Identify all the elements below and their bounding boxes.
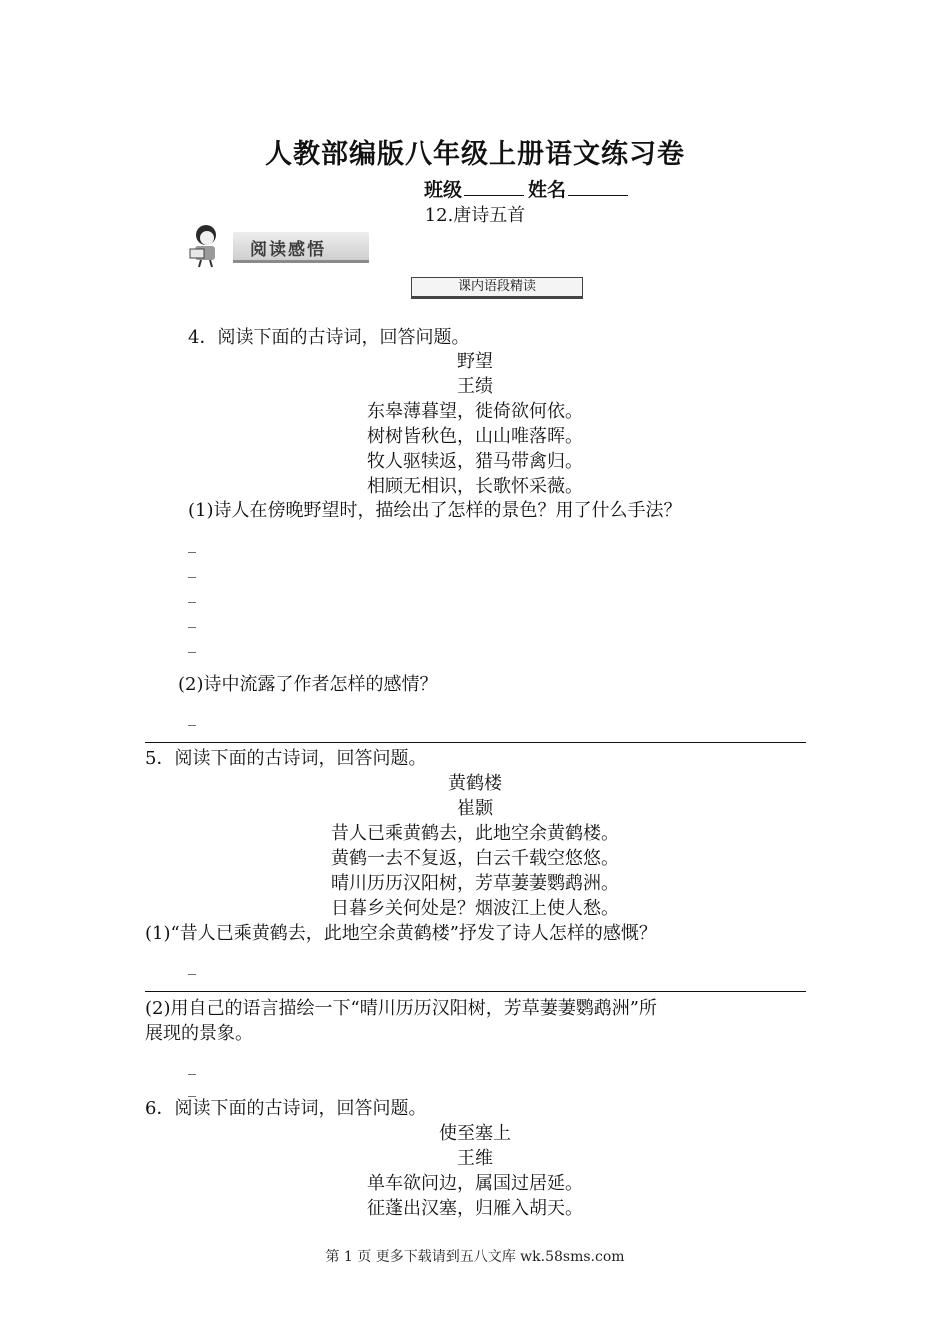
class-blank[interactable] [464,179,524,196]
q6-author: 王维 [457,1148,493,1169]
page-footer: 第 1 页 更多下载请到五八文库 wk.58sms.com [325,1249,625,1265]
q5-sub2-cont: 展现的景象。 [145,1023,253,1044]
student-reading-icon [186,222,226,268]
q5-sub2: (2)用自己的语言描绘一下“晴川历历汉阳树，芳草萋萋鹦鹉洲”所 [145,998,657,1019]
answer-line[interactable]: _ [188,559,196,578]
q4-poem-line: 牧人驱犊返，猎马带禽归。 [367,451,583,472]
q5-poem-title: 黄鹤楼 [448,773,502,794]
q4-sub2: (2)诗中流露了作者怎样的感情？ [178,674,438,695]
answer-line[interactable]: _ [188,1056,196,1075]
q6-poem-title: 使至塞上 [439,1123,511,1144]
q4-author: 王绩 [457,376,493,397]
name-blank[interactable] [568,179,628,196]
class-label: 班级 [424,179,463,201]
answer-line[interactable]: _ [188,956,196,975]
subsection-banner: 课内语段精读 [411,277,583,299]
q4-poem-title: 野望 [457,351,493,372]
q4-poem-line: 东皋薄暮望，徙倚欲何依。 [367,401,583,422]
lesson-title: 12.唐诗五首 [424,205,526,226]
q5-author: 崔颢 [457,798,493,819]
section-banner-label: 阅读感悟 [250,240,326,260]
answer-line[interactable]: _ [188,609,196,628]
q5-sub1: (1)“昔人已乘黄鹤去，此地空余黄鹤楼”抒发了诗人怎样的感慨？ [145,923,657,944]
divider [145,991,806,992]
q4-poem-line: 相顾无相识，长歌怀采薇。 [367,476,583,497]
name-label: 姓名 [528,179,567,201]
q4-poem-line: 树树皆秋色，山山唯落晖。 [367,426,583,447]
page-title: 人教部编版八年级上册语文练习卷 [265,139,685,170]
answer-line[interactable]: _ [188,634,196,653]
answer-line[interactable]: _ [188,534,196,553]
answer-line[interactable]: _ [188,1078,196,1097]
answer-line[interactable]: _ [188,707,196,726]
class-name-line [424,175,632,202]
divider [145,742,806,743]
q5-poem-line: 日暮乡关何处是？烟波江上使人愁。 [331,898,619,919]
answer-line[interactable]: _ [188,584,196,603]
q5-poem-line: 晴川历历汉阳树，芳草萋萋鹦鹉洲。 [331,873,619,894]
q5-poem-line: 昔人已乘黄鹤去，此地空余黄鹤楼。 [331,823,619,844]
q6-poem-line: 单车欲问边，属国过居延。 [367,1173,583,1194]
q4-intro: 4．阅读下面的古诗词，回答问题。 [188,327,470,348]
q6-poem-line: 征蓬出汉塞，归雁入胡天。 [367,1198,583,1219]
q4-sub1: (1)诗人在傍晚野望时，描绘出了怎样的景色？用了什么手法？ [188,500,682,521]
q5-poem-line: 黄鹤一去不复返，白云千载空悠悠。 [331,848,619,869]
q5-intro: 5．阅读下面的古诗词，回答问题。 [145,748,427,769]
q6-intro: 6．阅读下面的古诗词，回答问题。 [145,1098,427,1119]
